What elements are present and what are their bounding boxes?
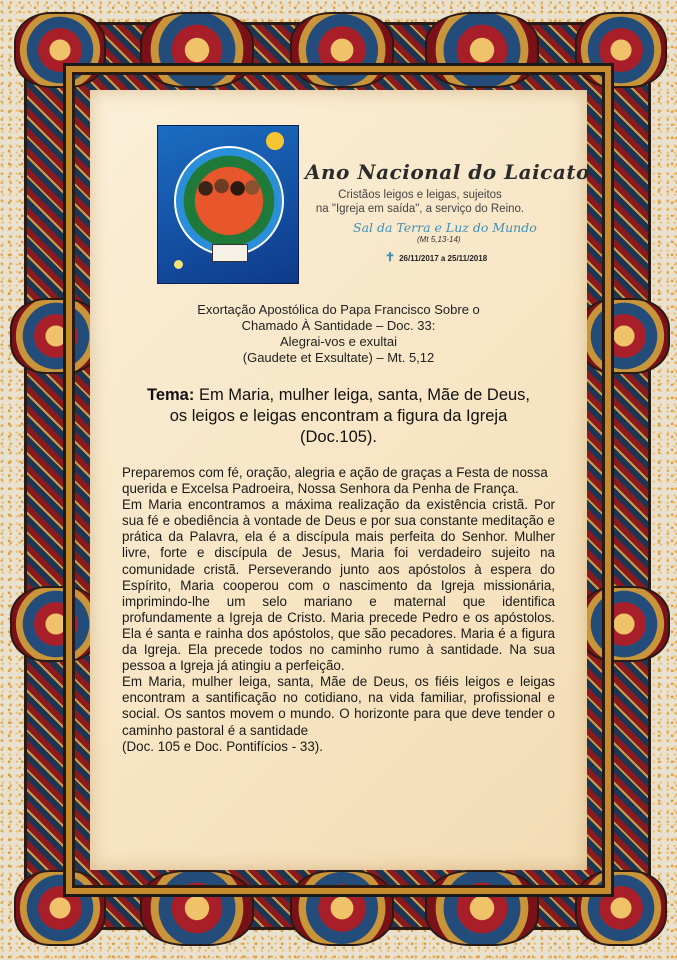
moon-icon (174, 260, 183, 269)
theme-line-3: (Doc.105). (299, 428, 378, 446)
body-text (122, 465, 555, 755)
exhortation-heading (120, 302, 557, 366)
theme-line-2: os leigos e leigas encontram a figura da Igreja (169, 407, 508, 425)
paragraph-1: Preparemos com fé, oração, alegria e ação de graças a Festa de nossa querida e Excelsa Padroeira, Nossa Senhora da Penha de França. (122, 465, 548, 497)
cross-icon: ✝ (385, 250, 396, 264)
theme-line-1: Em Maria, mulher leiga, santa, Mãe de Deus, (198, 386, 531, 404)
subtitle-line-2: na "Igreja em saída", a serviço do Reino. (315, 203, 525, 215)
theme-label: Tema: (146, 386, 195, 404)
page-title: Ano Nacional do Laicato (305, 160, 590, 184)
date-range (305, 250, 555, 264)
open-book-icon (212, 244, 248, 262)
sun-icon (266, 132, 284, 150)
paragraph-4: (Doc. 105 e Doc. Pontifícios - 33). (122, 738, 323, 754)
header-title-block (305, 160, 590, 264)
laity-year-logo (157, 125, 299, 284)
exhortation-line-4: (Gaudete et Exsultate) – Mt. 5,12 (242, 350, 435, 365)
exhortation-line-3: Alegrai-vos e exultai (279, 334, 398, 349)
exhortation-line-2: Chamado À Santidade – Doc. 33: (241, 318, 436, 333)
motto-reference: (Mt 5,13-14) (417, 235, 461, 244)
motto: Sal da Terra e Luz do Mundo (353, 220, 537, 235)
theme-block (118, 385, 559, 448)
paragraph-2: Em Maria encontramos a máxima realização da existência cristã. Por sua fé e obediência à vontade de Deus e por sua constante meditação e prática da Palavra, ela é a discípula mais perfeita do Senhor. Mulher livre, forte e discípula de Jesus, Maria foi verdadeiro sujeito na comunidade cristã. Perseverando junto aos apóstolos à espera do Espírito, Maria cooperou com o nascimento da Igreja missionária, imprimindo-lhe um selo mariano e maternal que identifica profundamente a Igreja de Cristo. Maria precede Pedro e os apóstolos. Ela é santa e rainha dos apóstolos, que são pecadores. Maria é a figura da Igreja. Ela precede todos no caminho rumo à santidade. Na sua pessoa a Igreja já atingiu a perfeição. (122, 497, 555, 674)
exhortation-line-1: Exortação Apostólica do Papa Francisco Sobre o (197, 302, 480, 317)
people-group-icon (196, 174, 260, 222)
paragraph-3: Em Maria, mulher leiga, santa, Mãe de Deus, os fiéis leigos e leigas encontram a santificação no cotidiano, na vida familiar, profissional e social. Os santos movem o mundo. O horizonte para que deve tender o caminho pastoral é a santidade (122, 674, 555, 738)
subtitle-line-1: Cristãos leigos e leigas, sujeitos (338, 189, 502, 201)
date-range-text: 26/11/2017 a 25/11/2018 (399, 254, 488, 263)
